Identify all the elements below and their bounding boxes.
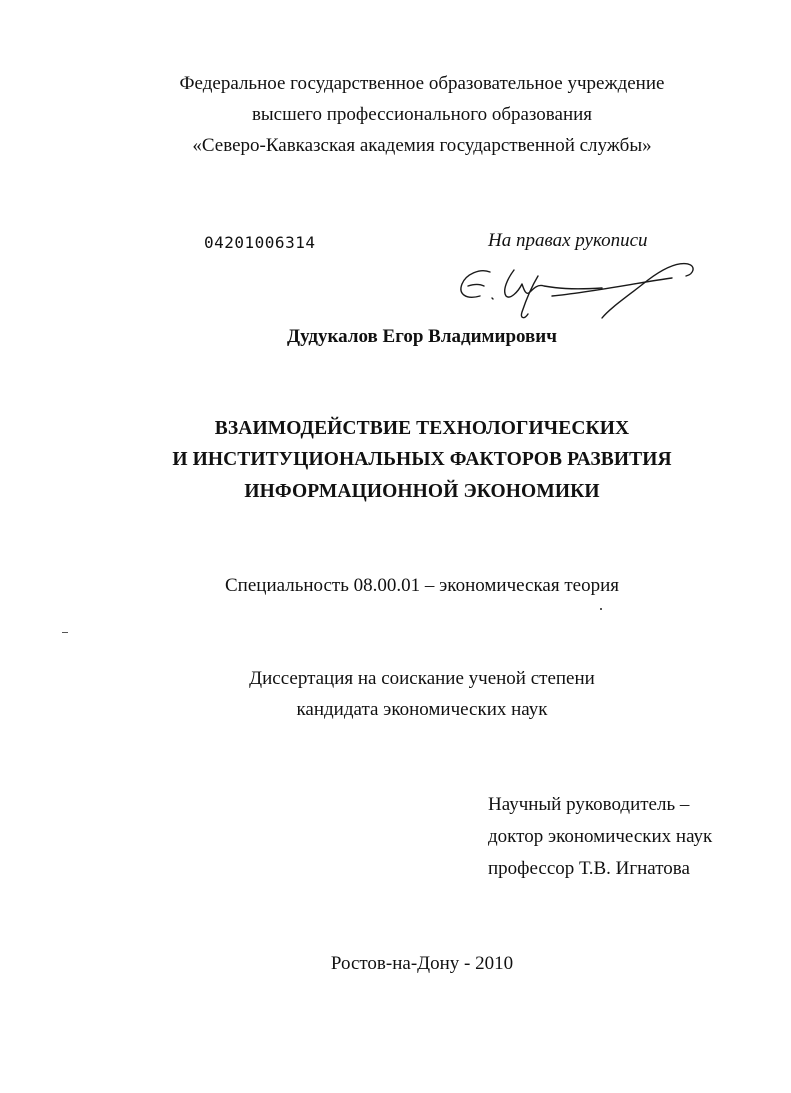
archive-number: 04201006314 <box>204 233 316 252</box>
scan-speck <box>62 632 68 633</box>
supervisor-line-3: профессор Т.В. Игнатова <box>488 858 690 879</box>
supervisor-line-1: Научный руководитель – <box>488 794 690 815</box>
author-name: Дудукалов Егор Владимирович <box>287 326 557 347</box>
supervisor-line-2: доктор экономических наук <box>488 826 713 847</box>
institution-line-1: Федеральное государственное образовательное учреждение <box>179 73 665 94</box>
dissertation-line-2: кандидата экономических наук <box>296 699 548 720</box>
dissertation-line-1: Диссертация на соискание ученой степени <box>249 668 595 689</box>
title-line-2: И ИНСТИТУЦИОНАЛЬНЫХ ФАКТОРОВ РАЗВИТИЯ <box>172 449 672 470</box>
title-line-3: ИНФОРМАЦИОННОЙ ЭКОНОМИКИ <box>244 481 600 502</box>
manuscript-note: На правах рукописи <box>488 230 648 251</box>
institution-line-2: высшего профессионального образования <box>251 104 593 125</box>
scan-speck <box>600 608 602 610</box>
author-signature <box>452 256 702 324</box>
specialty: Специальность 08.00.01 – экономическая теория <box>225 575 619 596</box>
title-line-1: ВЗАИМОДЕЙСТВИЕ ТЕХНОЛОГИЧЕСКИХ <box>214 418 630 439</box>
city-year: Ростов-на-Дону - 2010 <box>330 953 514 974</box>
institution-line-3: «Северо-Кавказская академия государственной службы» <box>192 135 652 156</box>
